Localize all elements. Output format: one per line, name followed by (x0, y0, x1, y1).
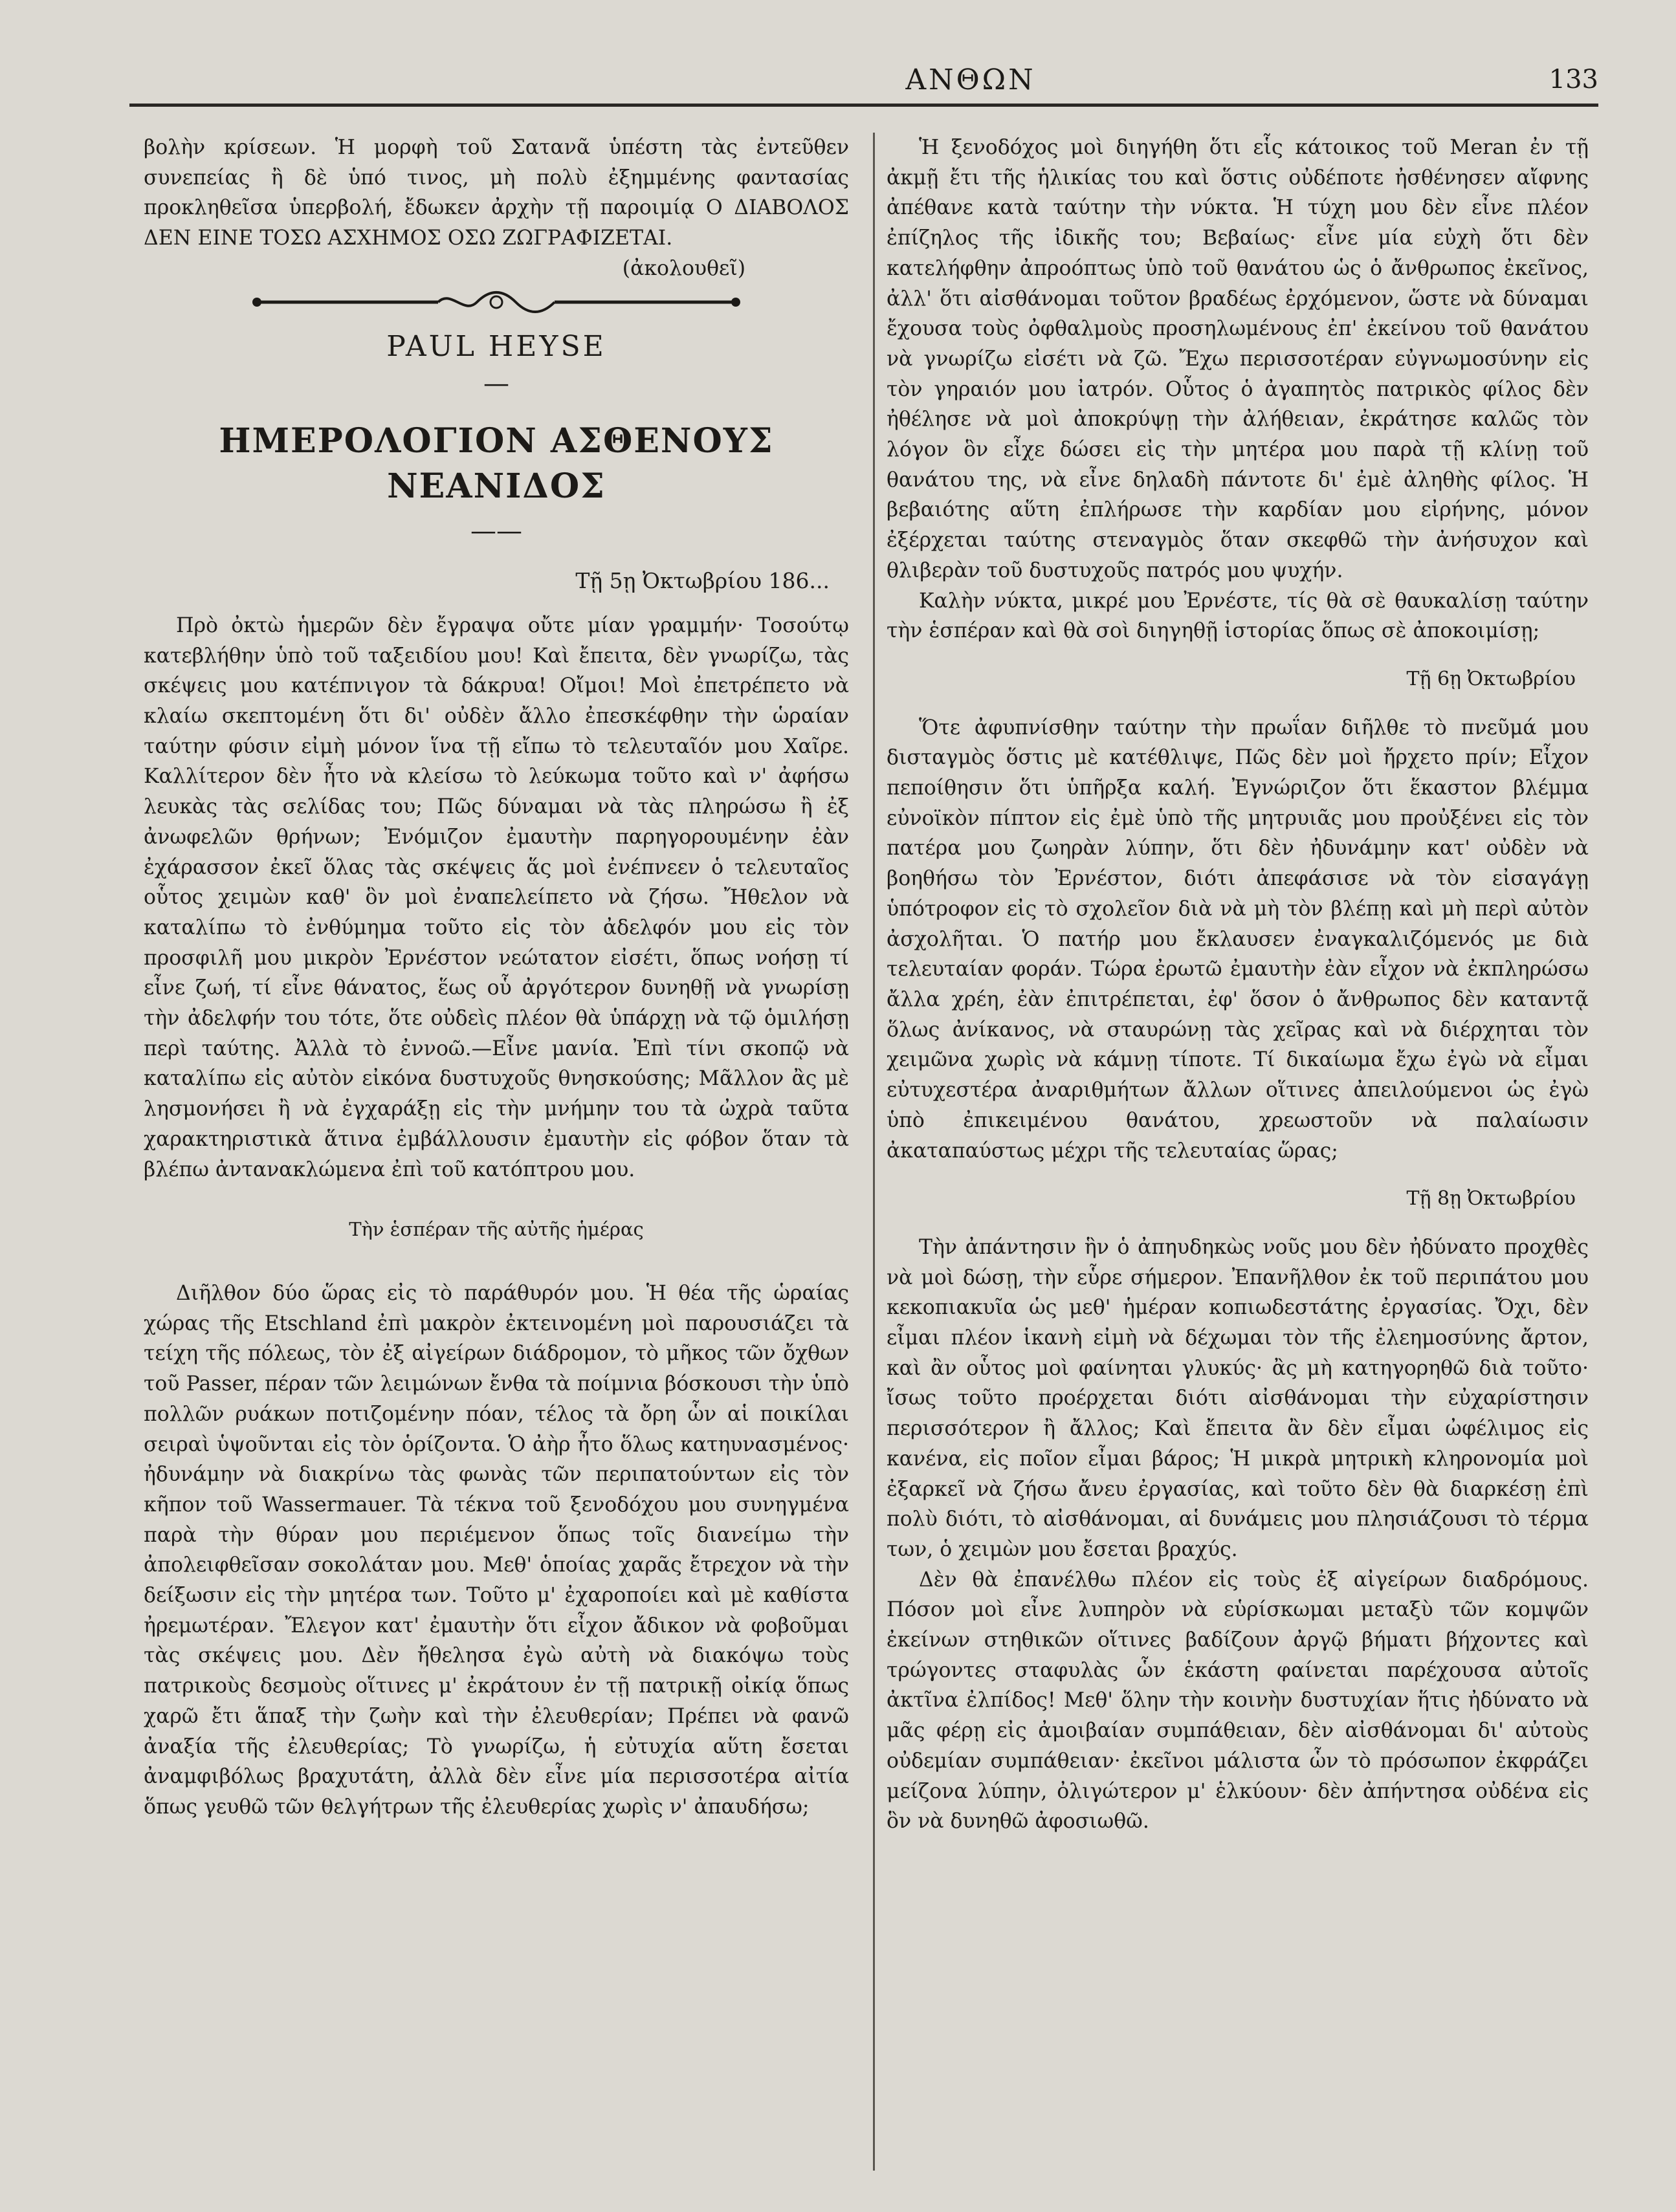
continuation-text: βολὴν κρίσεων. Ἡ μορφὴ τοῦ Σατανᾶ ὑπέστη τὰς ἐντεῦθεν συνεπείας ἢ δὲ ὑπό τινος, μὴ πολὺ ἐξημμένης φαντασίας προκληθεῖσα ὑπερβολή, ἔδωκεν ἀρχὴν τῇ παροιμίᾳ Ο ΔΙΑΒΟΛΟΣ ΔΕΝ ΕΙΝΕ ΤΟΣΩ ΑΣΧΗΜΟΣ ΟΣΩ ΖΩΓΡΑΦΙΖΕΤΑΙ. (144, 136, 849, 250)
left-column (144, 133, 849, 1823)
diary-paragraph-7: Δὲν θὰ ἐπανέλθω πλέον εἰς τοὺς ἐξ αἰγείρων διαδρόμους. Πόσον μοὶ εἶνε λυπηρὸν νὰ εὑρίσκωμαι μεταξὺ τῶν κομψῶν ἐκείνων στηθικῶν οἵτινες βαδίζουν ἀργῷ βήματι βήχοντες καὶ τρώγοντες σταφυλὰς ὧν ἑκάστη φαίνεται παρέχουσα αὐτοῖς ἀκτῖνα ἐλπίδος! Μεθ' ὅλην τὴν κοινὴν δυστυχίαν ἥτις ἠδύνατο νὰ μᾶς φέρῃ εἰς ἀμοιβαίαν συμπάθειαν, δὲν αἰσθάνομαι δι' αὐτοὺς οὐδεμίαν συμπάθειαν· ἐκεῖνοι μάλιστα ὧν τὸ πρόσωπον ἐκφράζει μείζονα λύπην, ὀλιγώτερον μ' ἑλκύουν· δὲν ἀπήντησα οὐδένα εἰς ὃν νὰ δυνηθῶ ἀφοσιωθῶ. (887, 1568, 1589, 1834)
header-rule (129, 104, 1598, 107)
column-divider (873, 133, 875, 2171)
diary-date-2: Τῇ 6ῃ Ὀκτωβρίου (1406, 667, 1576, 690)
title-dash: —— (470, 516, 522, 547)
diary-date-3: Τῇ 8ῃ Ὀκτωβρίου (1406, 1187, 1576, 1210)
diary-paragraph-1: Πρὸ ὀκτὼ ἡμερῶν δὲν ἔγραψα οὔτε μίαν γραμμήν· Τοσούτῳ κατεβλήθην ὑπὸ τοῦ ταξειδίου μου! Καὶ ἔπειτα, δὲν γνωρίζω, τὰς σκέψεις μου κατέπνιγον τὰ δάκρυα! Οἴμοι! Μοὶ ἐπετρέπετο νὰ κλαίω σκεπτομένη ὅτι δι' οὐδὲν ἄλλο ἐπεσκέφθην τὴν ὡραίαν ταύτην φύσιν εἰμὴ μόνον ἵνα τῇ εἴπω τὸ τελευταῖόν μου Χαῖρε. Καλλίτερον δὲν ἦτο νὰ κλείσω τὸ λεύκωμα τοῦτο καὶ ν' ἀφήσω λευκὰς τὰς σελίδας του; Πῶς δύναμαι νὰ τὰς πληρώσω ἢ ἐξ ἀνωφελῶν θρήνων; Ἐνόμιζον ἐμαυτὴν παρηγορουμένην ἐὰν ἐχάρασσον ἐκεῖ ὅλας τὰς σκέψεις ἅς μοὶ ἐνέπνεεν ὁ τελευταῖος οὗτος χειμὼν καθ' ὃν μοὶ ἐναπελείπετο νὰ ζήσω. Ἤθελον νὰ καταλίπω τὸ ἐνθύμημα τοῦτο εἰς τὸν ἀδελφόν μου εἰς τὸν προσφιλῆ μου μικρὸν Ἐρνέστον νεώτατον εἰσέτι, ὅπως νοήσῃ τί εἶνε ζωή, τί εἶνε θάνατος, ἕως οὗ ἀργότερον δυνηθῇ νὰ γνωρίσῃ τὴν ἀδελφήν του τότε, ὅτε οὐδεὶς πλέον θὰ ὑπάρχῃ νὰ τῷ ὁμιλήσῃ περὶ ταύτης. Ἀλλὰ τὸ ἐννοῶ.—Εἶνε μανία. Ἐπὶ τίνι σκοπῷ νὰ καταλίπω εἰς αὐτὸν εἰκόνα δυστυχοῦς θνησκούσης; Μᾶλλον ἂς μὲ λησμονήσει ἢ νὰ ἐγχαράξῃ εἰς τὴν μνήμην του τὰ ὠχρὰ ταῦτα χαρακτηριστικὰ ἅτινα ἐμβάλλουσιν ἐμαυτὴν εἰς φόβον ὅταν τὰ βλέπω ἀντανακλώμενα ἐπὶ τοῦ κατόπτρου μου. (144, 613, 849, 1181)
article-title: ΗΜΕΡΟΛΟΓΙΟΝ ΑΣΘΕΝΟΥΣ ΝΕΑΝΙΔΟΣ (219, 421, 774, 507)
diary-paragraph-4: Καλὴν νύκτα, μικρέ μου Ἐρνέστε, τίς θὰ σὲ θαυκαλίσῃ ταύτην τὴν ἑσπέραν καὶ θὰ σοὶ διηγηθῇ ἱστορίας ὅπως σὲ ἀποκοιμίσῃ; (887, 589, 1589, 643)
author-name: PAUL HEYSE (386, 329, 606, 363)
page-number: 133 (1549, 65, 1598, 94)
diary-paragraph-3: Ἡ ξενοδόχος μοὶ διηγήθη ὅτι εἷς κάτοικος τοῦ Meran ἐν τῇ ἀκμῇ ἔτι τῆς ἡλικίας του καὶ ὅστις οὐδέποτε ἠσθένησεν αἴφνης ἀπέθανε κατὰ ταύτην τὴν νύκτα. Ἡ τύχη μου δὲν εἶνε πλέον ἐπίζηλος τῆς ἰδικῆς του; Βεβαίως· εἶνε μία εὐχὴ ὅτι δὲν κατελήφθην ἀπροόπτως ὑπὸ τοῦ θανάτου ὡς ὁ ἄνθρωπος ἐκεῖνος, ἀλλ' ὅτι αἰσθάνομαι τοῦτον βραδέως ἐρχόμενον, ὥστε νὰ δύναμαι ἔχουσα τοὺς ὀφθαλμοὺς προσηλωμένους ἐπ' ἐκείνου τοῦ θανάτου νὰ γνωρίζω εἰσέτι νὰ ζῶ. Ἔχω περισσοτέραν εὐγνωμοσύνην εἰς τὸν γηραιόν μου ἰατρόν. Οὗτος ὁ ἀγαπητὸς πατρικὸς φίλος δὲν ἠθέλησε νὰ μοὶ ἀποκρύψῃ τὴν ἀλήθειαν, ἐκράτησε καλῶς τὸν λόγον ὃν εἶχε δώσει εἰς τὴν μητέρα μου παρὰ τῇ κλίνῃ τοῦ θανάτου της, νὰ εἶνε δηλαδὴ πάντοτε δι' ἐμὲ ἀληθὴς φίλος. Ἡ βεβαιότης αὕτη ἐπλήρωσε τὴν καρδίαν μου εἰρήνης, μόνον ἐξέρχεται ταύτης στεναγμὸς ὅταν σκεφθῶ τὴν ἀνήσυχον καὶ θλιβερὰν τοῦ δυστυχοῦς πατρός μου ψυχήν. (887, 136, 1589, 582)
diary-paragraph-2: Διῆλθον δύο ὥρας εἰς τὸ παράθυρόν μου. Ἡ θέα τῆς ὡραίας χώρας τῆς Etschland ἐπὶ μακρὸν ἐκτεινομένη μοὶ παρουσιάζει τὰ τείχη τῆς πόλεως, τὸν ἐξ αἰγείρων διάδρομον, τὸ μῆκος τῶν ὄχθων τοῦ Passer, πέραν τῶν λειμώνων ἔνθα τὰ ποίμνια βόσκουσι τὴν ὑπὸ πολλῶν ρυάκων ποτιζομένην πόαν, τέλος τὰ ὄρη ὧν αἱ ποικίλαι σειραὶ ὑψοῦνται εἰς τὸν ὁρίζοντα. Ὁ ἀὴρ ἦτο ὅλως κατηυνασμένος· ἠδυνάμην νὰ διακρίνω τὰς φωνὰς τῶν περιπατούντων εἰς τὸν κῆπον τοῦ Wassermauer. Τὰ τέκνα τοῦ ξενοδόχου μου συνηγμένα παρὰ τὴν θύραν μου περιέμενον ὅπως τοῖς διανείμω τὴν ἀπολειφθεῖσαν σοκολάταν μου. Μεθ' ὁποίας χαρᾶς ἔτρεχον νὰ τὴν δείξωσιν εἰς τὴν μητέρα των. Τοῦτο μ' ἐχαροποίει καὶ μὲ καθίστα ἠρεμωτέραν. Ἔλεγον κατ' ἐμαυτὴν ὅτι εἶχον ἄδικον νὰ φοβοῦμαι τὰς σκέψεις μου. Δὲν ἤθελησα ἐγὼ αὐτὴ νὰ διακόψω τοὺς πατρικοὺς δεσμοὺς οἵτινες μ' ἐκράτουν ἐν τῇ πατρικῇ οἰκίᾳ ὅπως χαρῶ ἔτι ἅπαξ τὴν ζωὴν καὶ τὴν ἐλευθερίαν; Πρέπει νὰ φανῶ ἀναξία τῆς ἐλευθερίας; Τὸ γνωρίζω, ἡ εὐτυχία αὕτη ἔσεται ἀναμφιβόλως βραχυτάτη, ἀλλὰ δὲν εἶνε μία περισσοτέρα αἰτία ὅπως γευθῶ τῶν θελγήτρων τῆς ἐλευθερίας χωρὶς ν' ἀπαυδήσω; (144, 1281, 849, 1819)
journal-title: ΑΝΘΩΝ (905, 63, 1036, 96)
page-header (97, 57, 1605, 109)
diary-paragraph-6: Τὴν ἀπάντησιν ἣν ὁ ἀπηυδηκὼς νοῦς μου δὲν ἠδύνατο προχθὲς νὰ μοὶ δώσῃ, τὴν εὗρε σήμερον. Ἐπανῆλθον ἐκ τοῦ περιπάτου μου κεκοπιακυῖα ὡς μεθ' ἡμέραν κοπιωδεστάτης ἐργασίας. Ὄχι, δὲν εἶμαι πλέον ἱκανὴ εἰμὴ νὰ δέχωμαι τὸν τῆς ἐλεημοσύνης ἄρτον, καὶ ἂν οὗτος μοὶ φαίνηται γλυκύς· ἂς μὴ κατηγορηθῶ διὰ τοῦτο· ἴσως τοῦτο προέρχεται διότι αἰσθάνομαι τὴν εὐχαρίστησιν περισσότερον ἢ ἄλλος; Καὶ ἔπειτα ἂν δὲν εἶμαι ὠφέλιμος εἰς κανένα, εἰς ποῖον εἶμαι βάρος; Ἡ μικρὰ μητρικὴ κληρονομία μοὶ ἐξαρκεῖ νὰ ζήσω ἄνευ ἐργασίας, καὶ τοῦτο δὲν θὰ διαρκέσῃ ἐπὶ πολὺ διότι, τὸ αἰσθάνομαι, αἱ δυνάμεις μου πλησιάζουσι τὸ τέρμα των, ὁ χειμὼν μου ἔσεται βραχύς. (887, 1235, 1589, 1561)
diary-date-1: Τῇ 5ῃ Ὀκτωβρίου 186... (575, 568, 830, 594)
diary-subhead: Τὴν ἑσπέραν τῆς αὐτῆς ἡμέρας (349, 1218, 644, 1241)
right-column (887, 133, 1589, 1837)
to-be-continued: (ἀκολουθεῖ) (622, 256, 745, 280)
diary-paragraph-5: Ὅτε ἀφυπνίσθην ταύτην τὴν πρωΐαν διῆλθε τὸ πνεῦμά μου δισταγμὸς ὅστις μὲ κατέθλιψε, Πῶς δὲν μοὶ ἤρχετο πρίν; Εἶχον πεποίθησιν ὅτι ὑπῆρξα καλή. Ἐγνώριζον ὅτι ἕκαστον βλέμμα εὐνοϊκὸν πίπτον εἰς ἐμὲ ὑπὸ τῆς μητρυιᾶς μου προὐξένει εἰς τὸν πατέρα μου ζωηρὰν λύπην, ὅτι δὲν ἠδυνάμην κατ' οὐδὲν νὰ βοηθήσω τὸν Ἐρνέστον, διότι ἀπεφάσισε νὰ τὸν εἰσαγάγῃ ὑπότροφον εἰς τὸ σχολεῖον διὰ νὰ μὴ τὸν βλέπῃ καὶ μὴ περὶ αὐτὸν ἀσχολῆται. Ὁ πατήρ μου ἔκλαυσεν ἐναγκαλιζόμενός με διὰ τελευταίαν φοράν. Τώρα ἐρωτῶ ἐμαυτὴν ἐὰν εἶχον νὰ ἐκπληρώσω ἄλλα χρέη, ἐὰν ἐπιτρέπεται, ἐφ' ὅσον ὁ ἄνθρωπος δὲν καταντᾷ ὅλως ἀνίκανος, νὰ σταυρώνῃ τὰς χεῖρας καὶ νὰ διέρχηται τὸν χειμῶνα χωρὶς νὰ κάμνῃ τίποτε. Τί δικαίωμα ἔχω ἐγὼ νὰ εἶμαι εὐτυχεστέρα ἀναριθμήτων ἄλλων οἵτινες ἀπειλούμενοι ὡς ἐγὼ ὑπὸ ἐπικειμένου θανάτου, χρεωστοῦν νὰ παλαίωσιν ἀκαταπαύστως μέχρι τῆς τελευταίας ὥρας; (887, 716, 1589, 1163)
author-dash: — (483, 369, 509, 399)
decorative-ornament (244, 289, 749, 315)
